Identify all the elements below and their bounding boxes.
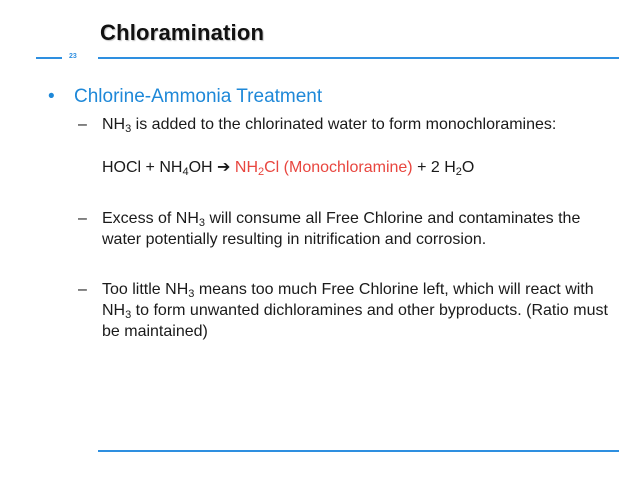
dash-marker: – bbox=[78, 116, 87, 133]
text-segment: to form unwanted dichloramines and other byproducts. (Ratio must be maintained) bbox=[102, 302, 608, 340]
subscript: 3 bbox=[125, 309, 132, 321]
formula-segment: O bbox=[461, 159, 475, 176]
subscript: 3 bbox=[125, 123, 132, 135]
chemical-formula bbox=[102, 157, 474, 177]
sub-point-2-text bbox=[102, 208, 622, 250]
header-rule-right bbox=[98, 57, 619, 59]
footer-rule bbox=[98, 450, 619, 452]
bullet-marker: • bbox=[48, 86, 55, 107]
text-segment: will consume all Free Chlorine and contaminates the water potentially resulting in nitrification and corrosion. bbox=[102, 210, 581, 248]
sub-point-1-text bbox=[102, 114, 622, 135]
formula-segment: OH bbox=[188, 159, 218, 176]
text-segment: NH bbox=[102, 116, 126, 133]
subscript: 4 bbox=[182, 166, 189, 178]
formula-segment: HOCl + NH bbox=[102, 159, 183, 176]
text-segment: is added to the chlorinated water to form monochloramines: bbox=[131, 116, 557, 133]
header-rule-left bbox=[36, 57, 62, 59]
subscript: 2 bbox=[258, 166, 265, 178]
bullet-heading: Chlorine-Ammonia Treatment bbox=[74, 86, 323, 107]
sub-point-3-text bbox=[102, 279, 622, 342]
formula-segment: NH bbox=[230, 159, 258, 176]
monochloramine-highlight bbox=[230, 159, 412, 176]
subscript: 3 bbox=[198, 217, 206, 229]
arrow-icon: ➔ bbox=[217, 159, 231, 176]
dash-marker: – bbox=[78, 210, 87, 227]
formula-segment: Cl (Monochloramine) bbox=[264, 159, 413, 176]
dash-marker: – bbox=[78, 281, 87, 298]
page-number: 23 bbox=[69, 53, 77, 60]
subscript: 2 bbox=[455, 166, 462, 178]
formula-segment: + 2 H bbox=[412, 159, 456, 176]
text-segment: Excess of NH bbox=[102, 210, 199, 227]
text-segment: means too much Free Chlorine left, which will react with NH bbox=[102, 281, 594, 319]
slide-title: Chloramination bbox=[100, 20, 265, 45]
subscript: 3 bbox=[188, 288, 195, 300]
text-segment: Too little NH bbox=[102, 281, 189, 298]
